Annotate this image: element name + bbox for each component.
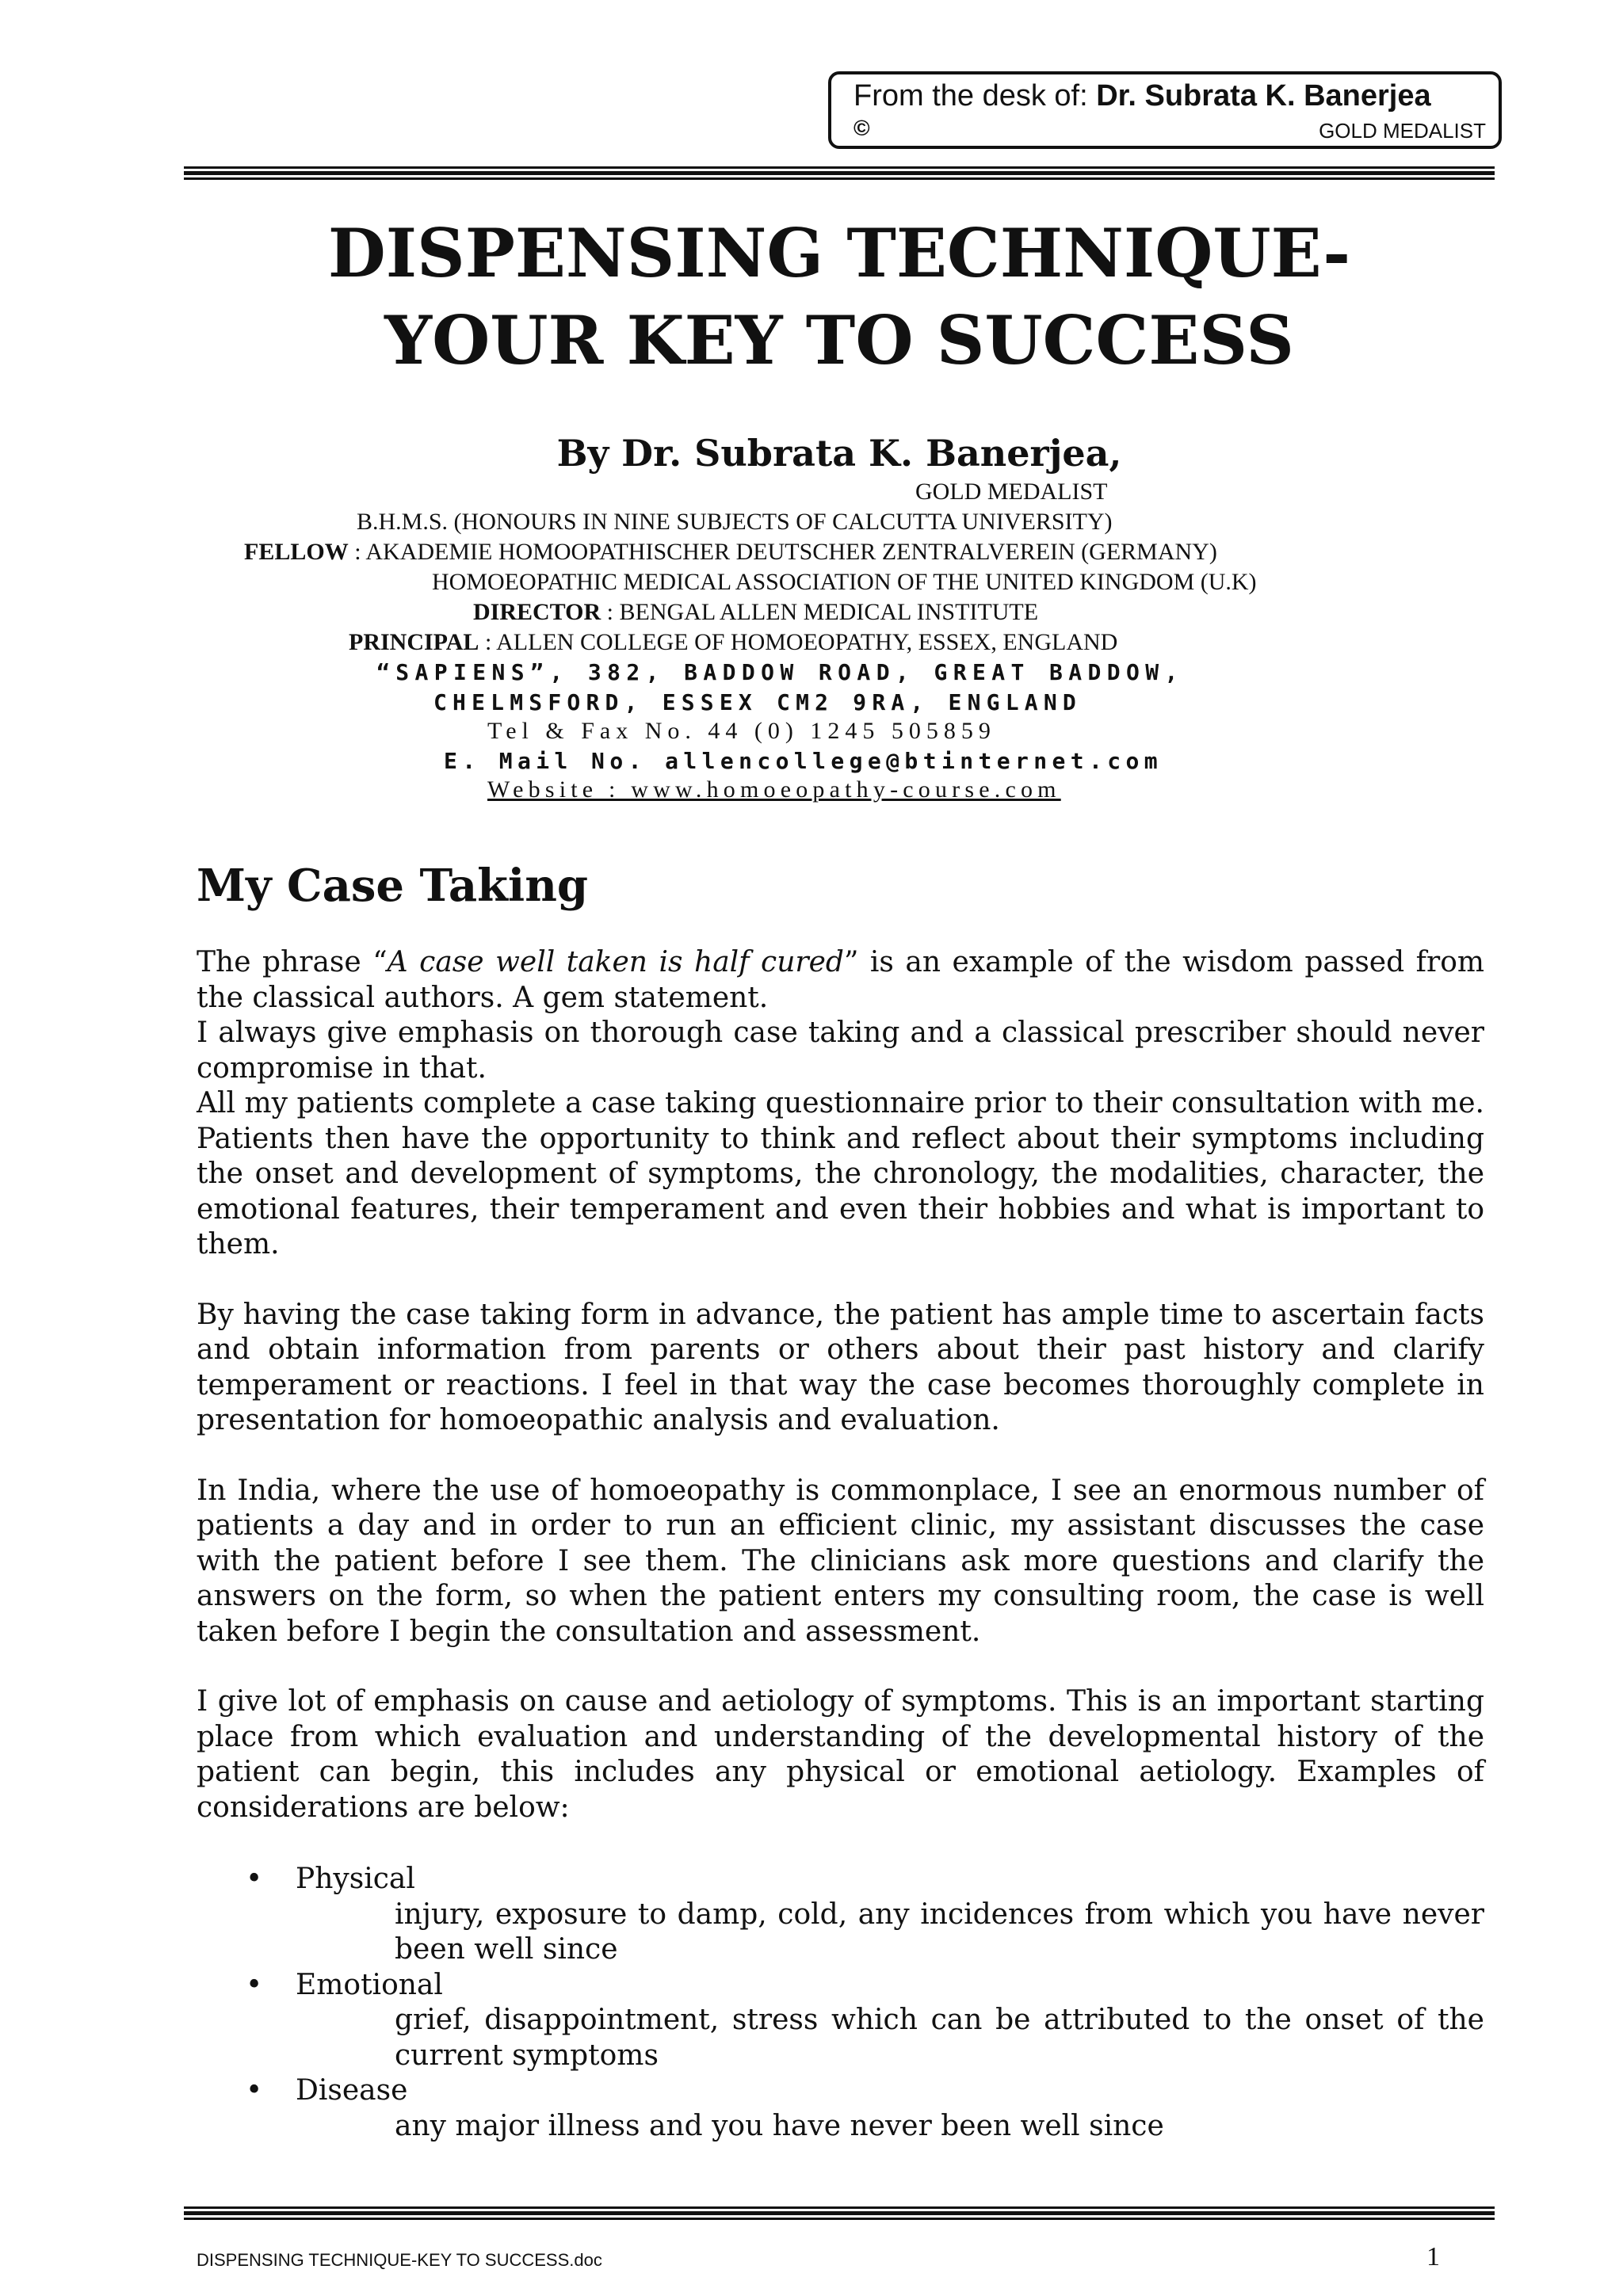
cred-fellow [244, 539, 1217, 566]
bullet-icon: • [246, 2074, 263, 2107]
bullet-icon: • [246, 1968, 263, 2001]
list-item-label: Disease [296, 2074, 408, 2107]
cred-principal [349, 629, 1117, 656]
paragraph-3: All my patients complete a case taking questionnaire prior to their consultation with me. Patients then have the opportunity to think and reflect about their symptoms including the onset and development of symptoms, the chronology, the modalities, character, the emotional features, their temperament and even their hobbies and what is important to them. [197, 1087, 1484, 1261]
director-label: DIRECTOR [473, 599, 601, 625]
address-line-1: “SAPIENS”, 382, BADDOW ROAD, GREAT BADDOW, [376, 659, 1184, 685]
list-item [197, 2073, 1484, 2109]
cred-bhms: B.H.M.S. (HONOURS IN NINE SUBJECTS OF CALCUTTA UNIVERSITY) [357, 509, 1113, 535]
fellow-label: FELLOW [244, 539, 349, 565]
list-item-detail: injury, exposure to damp, cold, any incidences from which you have never been well since [395, 1897, 1484, 1966]
byline: By Dr. Subrata K. Banerjea, [556, 432, 1122, 475]
body-text [197, 945, 1484, 1825]
section-heading: My Case Taking [197, 860, 589, 912]
title-line-1: DISPENSING TECHNIQUE- [327, 214, 1351, 292]
copyright-mark: © [854, 116, 870, 140]
fellow-text: : AKADEMIE HOMOOPATHISCHER DEUTSCHER ZENTRALVEREIN (GERMANY) [348, 539, 1217, 565]
bottom-rule [184, 2206, 1495, 2222]
quote-italic: A case well taken is half cured [387, 946, 844, 978]
address-line-2: CHELMSFORD, ESSEX CM2 9RA, ENGLAND [433, 689, 1082, 715]
list-item [197, 1862, 1484, 1897]
cred-fellow-2: HOMOEOPATHIC MEDICAL ASSOCIATION OF THE UNITED KINGDOM (U.K) [432, 569, 1257, 595]
email-address: E. Mail No. allencollege@btinternet.com [444, 748, 1163, 774]
footer-filename: DISPENSING TECHNIQUE-KEY TO SUCCESS.doc [197, 2250, 602, 2270]
desk-prefix: From the desk of: [854, 79, 1097, 113]
desk-header-box [828, 71, 1502, 149]
bullet-icon: • [246, 1863, 263, 1895]
principal-label: PRINCIPAL [349, 629, 479, 655]
list-item-detail: grief, disappointment, stress which can be attributed to the onset of the current symptoms [395, 2004, 1484, 2072]
list-item [197, 1968, 1484, 2004]
paragraph-6: I give lot of emphasis on cause and aetiology of symptoms. This is an important starting place from which evaluation and understanding of the developmental history of the patient can begin, this includes any physical or emotional aetiology. Examples of considerations are below: [197, 1685, 1484, 1824]
director-text: : BENGAL ALLEN MEDICAL INSTITUTE [601, 599, 1039, 625]
aetiology-list [197, 1862, 1484, 2144]
paragraph-2: I always give emphasis on thorough case taking and a classical prescriber should never compromise in that. [197, 1016, 1484, 1085]
paragraph-5: In India, where the use of homoeopathy is commonplace, I see an enormous number of patients a day and in order to run an efficient clinic, my assistant discusses the case with the patient before I see them. The clinicians ask more questions and clarify the answers on the form, so when the patient enters my consulting room, the case is well taken before I begin the consultation and assessment. [197, 1474, 1484, 1648]
title-line-2: YOUR KEY TO SUCCESS [384, 301, 1294, 379]
list-item-detail: any major illness and you have never been well since [395, 2109, 1164, 2142]
desk-name: Dr. Subrata K. Banerjea [1096, 79, 1431, 113]
list-item-label: Physical [296, 1863, 415, 1895]
principal-text: : ALLEN COLLEGE OF HOMOEOPATHY, ESSEX, ENGLAND [479, 629, 1118, 655]
top-rule [184, 166, 1495, 182]
paragraph-1: The phrase “A case well taken is half cured” is an example of the wisdom passed from the classical authors. A gem statement. [197, 946, 1485, 1014]
cred-gold: GOLD MEDALIST [915, 479, 1108, 505]
page-number: 1 [1426, 2242, 1440, 2271]
cred-director [473, 599, 1038, 626]
paragraph-4: By having the case taking form in advance, the patient has ample time to ascertain facts and obtain information from parents or others about their past history and clarify temperament or reactions. I feel in that way the case becomes thoroughly complete in presentation for homoeopathic analysis and evaluation. [197, 1298, 1484, 1436]
list-item-label: Emotional [296, 1968, 443, 2001]
desk-gold-medalist: GOLD MEDALIST [1319, 119, 1486, 143]
website-link[interactable]: Website : www.homoeopathy-course.com [487, 776, 1061, 803]
document-title [184, 210, 1495, 384]
tel-fax: Tel & Fax No. 44 (0) 1245 505859 [487, 718, 996, 744]
